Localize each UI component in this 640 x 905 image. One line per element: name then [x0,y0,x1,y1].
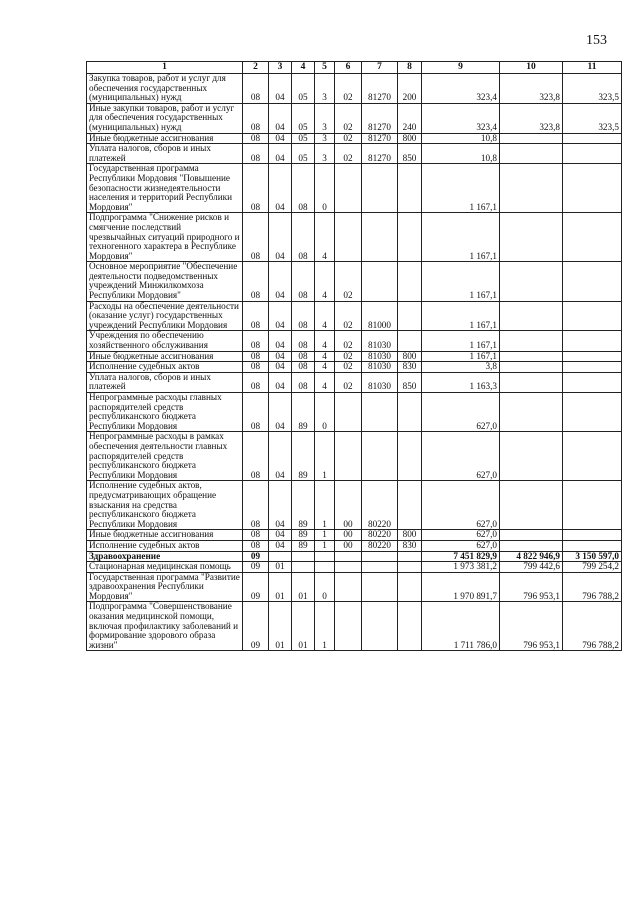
code-expense-type: 830 [398,362,422,373]
code-section: 08 [243,262,269,301]
table-row [87,540,622,551]
code-program: 89 [292,530,315,541]
code-subprogram: 3 [315,74,335,104]
table-row [87,602,622,651]
code-program: 05 [292,74,315,104]
table-row [87,213,622,262]
code-direction: 81270 [362,103,398,133]
code-subsection: 04 [269,331,292,351]
code-program: 08 [292,262,315,301]
code-program: 08 [292,164,315,213]
code-direction [362,572,398,602]
amount-col-10 [500,362,563,373]
code-section: 09 [243,562,269,573]
col-header: 3 [269,62,292,74]
code-program [292,562,315,573]
col-header: 7 [362,62,398,74]
row-name: Исполнение судебных актов [87,540,243,551]
code-subprogram: 1 [315,481,335,530]
table-body [87,74,622,651]
code-section: 08 [243,432,269,481]
amount-col-10 [500,540,563,551]
code-program: 89 [292,432,315,481]
code-expense-type: 800 [398,351,422,362]
code-subsection: 04 [269,530,292,541]
amount-col-11 [563,372,622,392]
row-name: Исполнение судебных актов, предусматривающих обращение взыскания на средства республиканского бюджета Республики Мордовия [87,481,243,530]
code-section: 08 [243,103,269,133]
code-direction [362,164,398,213]
code-event: 02 [335,372,362,392]
code-subsection: 04 [269,362,292,373]
amount-col-9: 1 167,1 [422,331,500,351]
table-row [87,572,622,602]
code-event: 02 [335,133,362,144]
amount-col-9: 1 711 786,0 [422,602,500,651]
row-name: Государственная программа "Развитие здравоохранения Республики Мордовия" [87,572,243,602]
code-subprogram [315,562,335,573]
code-expense-type [398,481,422,530]
amount-col-11: 323,5 [563,103,622,133]
code-event: 02 [335,103,362,133]
code-direction: 81030 [362,331,398,351]
amount-col-10: 323,8 [500,103,563,133]
code-program: 08 [292,213,315,262]
amount-col-10 [500,481,563,530]
table-row [87,362,622,373]
code-program [292,551,315,562]
amount-col-10 [500,530,563,541]
code-program: 05 [292,103,315,133]
col-header: 11 [563,62,622,74]
amount-col-11: 3 150 597,0 [563,551,622,562]
row-name: Иные закупки товаров, работ и услуг для обеспечения государственных (муниципальных) нужд [87,103,243,133]
row-name: Непрограммные расходы главных распорядителей средств республиканского бюджета Республики Мордовия [87,393,243,432]
amount-col-11 [563,213,622,262]
code-direction [362,551,398,562]
table-row [87,393,622,432]
code-section: 08 [243,164,269,213]
code-program: 89 [292,540,315,551]
code-section: 08 [243,393,269,432]
table-row [87,144,622,164]
table-row [87,432,622,481]
code-event [335,164,362,213]
code-expense-type: 850 [398,144,422,164]
code-subsection: 04 [269,144,292,164]
code-event: 02 [335,262,362,301]
code-event: 02 [335,362,362,373]
table-row [87,481,622,530]
amount-col-9: 10,8 [422,133,500,144]
code-subprogram [315,551,335,562]
code-section: 08 [243,144,269,164]
row-name: Стационарная медицинская помощь [87,562,243,573]
code-event: 00 [335,540,362,551]
row-name: Иные бюджетные ассигнования [87,530,243,541]
code-subsection: 04 [269,262,292,301]
code-direction: 81030 [362,351,398,362]
amount-col-11 [563,301,622,331]
code-subprogram: 3 [315,133,335,144]
amount-col-9: 1 970 891,7 [422,572,500,602]
amount-col-10: 796 953,1 [500,602,563,651]
amount-col-9: 7 451 829,9 [422,551,500,562]
code-direction [362,432,398,481]
code-section: 08 [243,481,269,530]
code-program: 08 [292,372,315,392]
header-row [87,62,622,74]
code-subsection: 04 [269,301,292,331]
amount-col-11 [563,262,622,301]
amount-col-9: 627,0 [422,481,500,530]
page-number: 153 [586,33,607,48]
table-row [87,301,622,331]
amount-col-11 [563,133,622,144]
col-header: 6 [335,62,362,74]
code-subprogram: 3 [315,144,335,164]
amount-col-9: 1 167,1 [422,351,500,362]
row-name: Расходы на обеспечение деятельности (оказание услуг) государственных учреждений Республики Мордовия [87,301,243,331]
amount-col-9: 3,8 [422,362,500,373]
amount-col-9: 1 163,3 [422,372,500,392]
code-subsection: 04 [269,74,292,104]
col-header: 9 [422,62,500,74]
code-direction: 80220 [362,481,398,530]
code-expense-type [398,213,422,262]
code-direction: 81270 [362,133,398,144]
amount-col-10 [500,351,563,362]
table-row [87,164,622,213]
amount-col-10: 796 953,1 [500,572,563,602]
amount-col-10 [500,262,563,301]
amount-col-11: 796 788,2 [563,602,622,651]
code-expense-type [398,393,422,432]
amount-col-11 [563,530,622,541]
code-expense-type: 800 [398,133,422,144]
code-section: 08 [243,540,269,551]
amount-col-10 [500,301,563,331]
code-subprogram: 4 [315,362,335,373]
code-event: 02 [335,144,362,164]
code-event: 02 [335,351,362,362]
amount-col-10 [500,432,563,481]
code-expense-type [398,551,422,562]
code-expense-type [398,331,422,351]
code-program: 08 [292,351,315,362]
code-program: 01 [292,572,315,602]
amount-col-9: 323,4 [422,103,500,133]
code-subprogram: 4 [315,301,335,331]
table-row [87,372,622,392]
code-event: 00 [335,481,362,530]
code-program: 01 [292,602,315,651]
code-event [335,551,362,562]
code-event [335,432,362,481]
code-direction: 81270 [362,74,398,104]
code-program: 08 [292,362,315,373]
code-event: 02 [335,74,362,104]
code-section: 08 [243,372,269,392]
row-name: Иные бюджетные ассигнования [87,351,243,362]
amount-col-9: 627,0 [422,432,500,481]
code-subprogram: 1 [315,602,335,651]
col-header: 4 [292,62,315,74]
code-event [335,572,362,602]
amount-col-9: 323,4 [422,74,500,104]
row-name: Исполнение судебных актов [87,362,243,373]
amount-col-11 [563,540,622,551]
code-program: 89 [292,393,315,432]
row-name: Уплата налогов, сборов и иных платежей [87,144,243,164]
amount-col-11: 323,5 [563,74,622,104]
code-direction: 80220 [362,540,398,551]
code-section: 09 [243,572,269,602]
code-section: 08 [243,351,269,362]
code-expense-type: 830 [398,540,422,551]
code-subsection: 01 [269,602,292,651]
code-direction [362,262,398,301]
col-header: 8 [398,62,422,74]
code-expense-type: 200 [398,74,422,104]
code-direction [362,393,398,432]
table-row [87,74,622,104]
row-name: Закупка товаров, работ и услуг для обеспечения государственных (муниципальных) нужд [87,74,243,104]
amount-col-10 [500,164,563,213]
code-event [335,602,362,651]
code-subsection: 04 [269,481,292,530]
amount-col-11: 796 788,2 [563,572,622,602]
amount-col-9: 627,0 [422,530,500,541]
code-expense-type [398,562,422,573]
amount-col-10: 323,8 [500,74,563,104]
amount-col-11 [563,362,622,373]
code-section: 09 [243,551,269,562]
code-subprogram: 3 [315,103,335,133]
code-direction: 81270 [362,144,398,164]
amount-col-10: 799 442,6 [500,562,563,573]
amount-col-11 [563,432,622,481]
row-name: Основное мероприятие "Обеспечение деятельности подведомственных учреждений Минжилкомхоза Республики Мордовия" [87,262,243,301]
row-name: Здравоохранение [87,551,243,562]
code-subprogram: 0 [315,164,335,213]
code-program: 08 [292,301,315,331]
code-section: 08 [243,530,269,541]
code-subsection: 01 [269,562,292,573]
amount-col-9: 627,0 [422,393,500,432]
col-header: 1 [87,62,243,74]
amount-col-11 [563,351,622,362]
amount-col-11 [563,393,622,432]
col-header: 10 [500,62,563,74]
code-section: 08 [243,133,269,144]
code-event: 02 [335,331,362,351]
row-name: Подпрограмма "Снижение рисков и смягчение последствий чрезвычайных ситуаций природного и техногенного характера в Республике Мордовия" [87,213,243,262]
code-expense-type [398,432,422,481]
code-subsection: 04 [269,103,292,133]
code-program: 89 [292,481,315,530]
table-row [87,262,622,301]
code-expense-type: 800 [398,530,422,541]
amount-col-10 [500,213,563,262]
amount-col-11: 799 254,2 [563,562,622,573]
code-direction: 80220 [362,530,398,541]
amount-col-11 [563,144,622,164]
code-section: 08 [243,301,269,331]
code-section: 08 [243,362,269,373]
table-row [87,551,622,562]
code-section: 08 [243,331,269,351]
code-subsection: 04 [269,133,292,144]
amount-col-9: 1 167,1 [422,164,500,213]
code-direction [362,562,398,573]
amount-col-10: 4 822 946,9 [500,551,563,562]
code-subsection: 04 [269,213,292,262]
code-event: 00 [335,530,362,541]
code-event [335,393,362,432]
code-subprogram: 1 [315,540,335,551]
row-name: Непрограммные расходы в рамках обеспечения деятельности главных распорядителей средств республиканского бюджета Республики Мордовия [87,432,243,481]
code-direction [362,602,398,651]
code-program: 08 [292,331,315,351]
table-row [87,562,622,573]
code-subprogram: 4 [315,262,335,301]
code-program: 05 [292,133,315,144]
table-row [87,530,622,541]
row-name: Государственная программа Республики Мордовия "Повышение безопасности жизнедеятельности населения и территорий Республики Мордовия" [87,164,243,213]
code-section: 08 [243,213,269,262]
col-header: 2 [243,62,269,74]
code-subsection: 04 [269,372,292,392]
amount-col-9: 1 167,1 [422,213,500,262]
code-program: 05 [292,144,315,164]
code-subprogram: 4 [315,351,335,362]
code-expense-type [398,262,422,301]
code-subsection: 04 [269,164,292,213]
amount-col-9: 10,8 [422,144,500,164]
amount-col-11 [563,331,622,351]
code-expense-type: 240 [398,103,422,133]
table-row [87,351,622,362]
amount-col-9: 1 973 381,2 [422,562,500,573]
code-subprogram: 1 [315,432,335,481]
code-subsection: 04 [269,540,292,551]
code-subprogram: 4 [315,372,335,392]
code-expense-type [398,164,422,213]
code-subsection: 04 [269,432,292,481]
code-subsection [269,551,292,562]
col-header: 5 [315,62,335,74]
amount-col-10 [500,133,563,144]
code-direction: 81030 [362,362,398,373]
code-subprogram: 0 [315,393,335,432]
amount-col-10 [500,331,563,351]
code-direction: 81030 [362,372,398,392]
table-row [87,133,622,144]
code-subsection: 04 [269,351,292,362]
amount-col-11 [563,164,622,213]
amount-col-10 [500,393,563,432]
code-event: 02 [335,301,362,331]
code-subprogram: 4 [315,331,335,351]
code-expense-type [398,301,422,331]
budget-table [86,61,622,651]
code-subprogram: 1 [315,530,335,541]
amount-col-9: 1 167,1 [422,301,500,331]
code-expense-type [398,572,422,602]
code-section: 09 [243,602,269,651]
row-name: Подпрограмма "Совершенствование оказания медицинской помощи, включая профилактику заболеваний и формирование здорового образа жизни" [87,602,243,651]
amount-col-9: 1 167,1 [422,262,500,301]
table-row [87,331,622,351]
amount-col-10 [500,372,563,392]
code-subprogram: 4 [315,213,335,262]
code-direction: 81000 [362,301,398,331]
amount-col-9: 627,0 [422,540,500,551]
code-expense-type: 850 [398,372,422,392]
row-name: Учреждения по обеспечению хозяйственного обслуживания [87,331,243,351]
table-row [87,103,622,133]
code-subsection: 01 [269,572,292,602]
amount-col-11 [563,481,622,530]
code-event [335,562,362,573]
code-subsection: 04 [269,393,292,432]
row-name: Иные бюджетные ассигнования [87,133,243,144]
code-direction [362,213,398,262]
code-expense-type [398,602,422,651]
code-subprogram: 0 [315,572,335,602]
code-event [335,213,362,262]
code-section: 08 [243,74,269,104]
row-name: Уплата налогов, сборов и иных платежей [87,372,243,392]
amount-col-10 [500,144,563,164]
